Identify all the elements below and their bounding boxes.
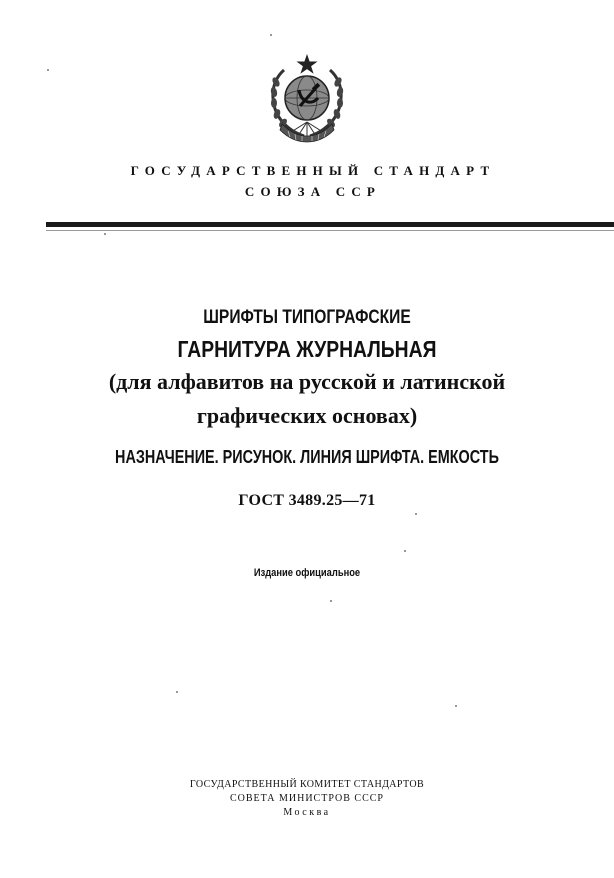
edition-note: Издание официальное: [253, 567, 361, 579]
title-line-5: НАЗНАЧЕНИЕ. РИСУНОК. ЛИНИЯ ШРИФТА. ЕМКОСТЬ: [115, 447, 499, 467]
scan-speck: [270, 34, 272, 36]
title-line-4: графических основах): [196, 403, 418, 428]
scan-speck: [104, 233, 106, 235]
scan-speck: [176, 691, 178, 693]
standard-number: ГОСТ 3489.25—71: [238, 492, 376, 509]
scan-speck: [455, 705, 457, 707]
publisher-city: Москва: [283, 807, 331, 818]
scan-speck: [330, 600, 332, 602]
publisher-line-1: ГОСУДАРСТВЕННЫЙ КОМИТЕТ СТАНДАРТОВ: [189, 779, 425, 790]
header-standard-title: ГОСУДАРСТВЕННЫЙ СТАНДАРТ: [130, 163, 496, 178]
title-line-2: ГАРНИТУРА ЖУРНАЛЬНАЯ: [177, 336, 437, 362]
scan-speck: [47, 69, 49, 71]
scan-speck: [415, 513, 417, 515]
title-line-3: (для алфавитов на русской и латинской: [108, 369, 506, 394]
header-divider-thick: [46, 222, 614, 227]
title-line-1: ШРИФТЫ ТИПОГРАФСКИЕ: [203, 307, 411, 328]
header-union-title: СОЮЗА ССР: [244, 184, 382, 199]
publisher-line-2: СОВЕТА МИНИСТРОВ СССР: [230, 793, 384, 804]
header-divider-thin: [46, 230, 614, 231]
scan-speck: [404, 550, 406, 552]
ussr-state-emblem-icon: [268, 52, 346, 144]
